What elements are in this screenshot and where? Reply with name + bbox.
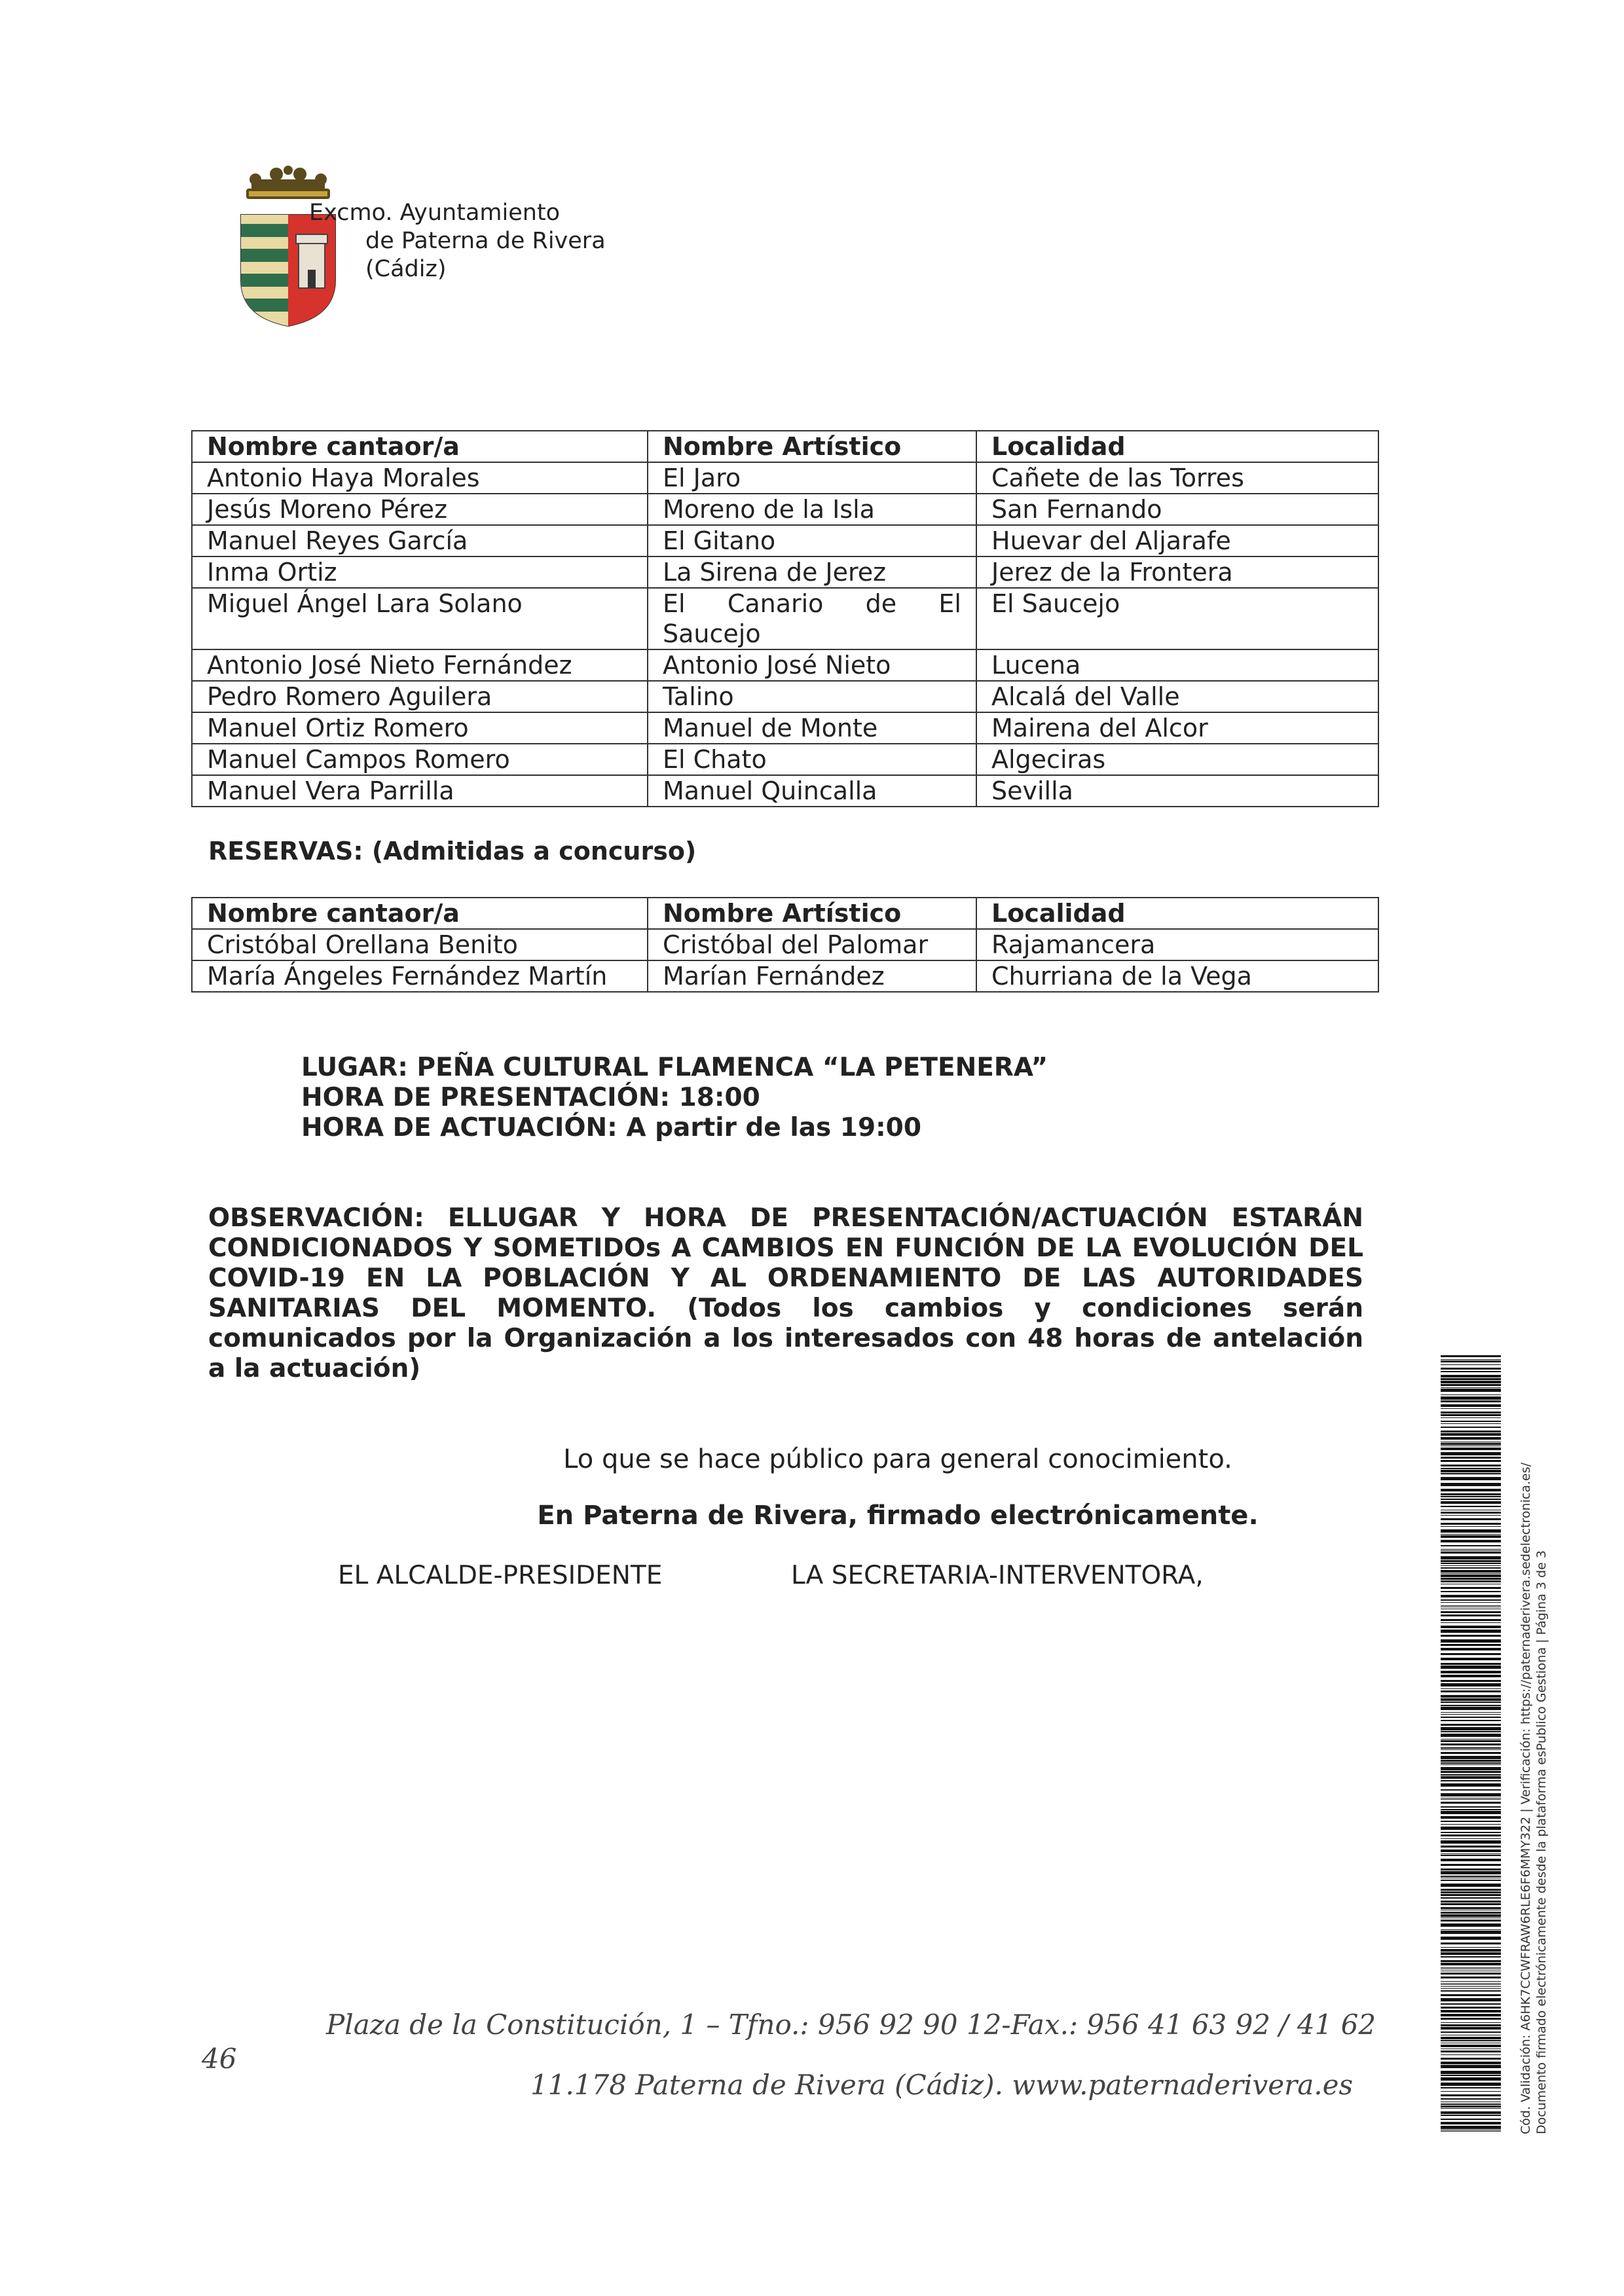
- header-cell: Nombre Artístico: [648, 898, 976, 929]
- table-cell: Manuel Reyes García: [192, 525, 648, 556]
- table-cell: Antonio José Nieto Fernández: [192, 649, 648, 681]
- header-cell: Nombre cantaor/a: [192, 431, 648, 462]
- header-cell: Nombre Artístico: [648, 431, 976, 462]
- table-row: [192, 712, 1378, 744]
- table-cell: Jerez de la Frontera: [976, 556, 1378, 588]
- table-cell: Talino: [648, 681, 976, 712]
- mayor-signatory: EL ALCALDE-PRESIDENTE: [338, 1561, 663, 1590]
- table-cell: Cañete de las Torres: [976, 462, 1378, 494]
- verification-text: [1518, 1358, 1564, 2134]
- table-cell: Manuel Vera Parrilla: [192, 775, 648, 807]
- observation-paragraph: OBSERVACIÓN: ELLUGAR Y HORA DE PRESENTACIÓN/ACTUACIÓN ESTARÁN CONDICIONADOS Y SOMETIDOs A CAMBIOS EN FUNCIÓN DE LA EVOLUCIÓN DEL COVID-19 EN LA POBLACIÓN Y AL ORDENAMIENTO DE LAS AUTORIDADES SANITARIAS DEL MOMENTO. (Todos los cambios y condiciones serán comunicados por la Organización a los interesados con 48 horas de antelación a la actuación): [208, 1203, 1363, 1383]
- table-row: [192, 960, 1378, 992]
- table-cell: Pedro Romero Aguilera: [192, 681, 648, 712]
- table-cell: Antonio Haya Morales: [192, 462, 648, 494]
- table-cell: Miguel Ángel Lara Solano: [192, 588, 648, 649]
- table-row: [192, 462, 1378, 494]
- footer-address-line-2: 11.178 Paterna de Rivera (Cádiz). www.paternaderivera.es: [530, 2069, 1354, 2101]
- table-cell: Churriana de la Vega: [976, 960, 1378, 992]
- table-cell: Jesús Moreno Pérez: [192, 494, 648, 525]
- org-line-3: (Cádiz): [365, 256, 447, 282]
- public-notice: [0, 1444, 1624, 1474]
- table-cell: Antonio José Nieto: [648, 649, 976, 681]
- table-header-row: [192, 898, 1378, 929]
- footer-address-line-1: Plaza de la Constitución, 1 – Tfno.: 956 92 90 12-Fax.: 956 41 63 92 / 41 62: [326, 2009, 1376, 2041]
- verification-line-2: Documento firmado electrónicamente desde la plataforma esPublico Gestiona | Página 3 de 3: [1534, 1550, 1549, 2134]
- table-row: [192, 525, 1378, 556]
- reserves-table: [191, 897, 1379, 993]
- table-cell: Sevilla: [976, 775, 1378, 807]
- header-cell: Localidad: [976, 431, 1378, 462]
- public-notice-text: Lo que se hace público para general conocimiento.: [563, 1444, 1232, 1474]
- table-cell: San Fernando: [976, 494, 1378, 525]
- participants-table: [191, 430, 1379, 807]
- table-cell: Cristóbal del Palomar: [648, 929, 976, 960]
- signed-statement: [0, 1501, 1624, 1531]
- table-cell: Lucena: [976, 649, 1378, 681]
- organization-name: [309, 199, 606, 283]
- table-row: [192, 494, 1378, 525]
- table-cell: El Jaro: [648, 462, 976, 494]
- verification-line-1: Cód. Validación: A6HK7CCWFRAW6RLE6F6MMY322 | Verificación: https://paternaderivera.sedelectronica.es/: [1519, 1463, 1533, 2134]
- table-row: [192, 929, 1378, 960]
- table-cell: Algeciras: [976, 744, 1378, 775]
- table-cell: Manuel Quincalla: [648, 775, 976, 807]
- org-line-1: Excmo. Ayuntamiento: [309, 200, 561, 226]
- venue-line: LUGAR: PEÑA CULTURAL FLAMENCA “LA PETENERA”: [301, 1053, 1048, 1082]
- performance-time-line: HORA DE ACTUACIÓN: A partir de las 19:00: [301, 1113, 921, 1142]
- table-row: [192, 681, 1378, 712]
- table-cell: El Canario de El Saucejo: [648, 588, 976, 649]
- header-cell: Localidad: [976, 898, 1378, 929]
- page-number: 46: [202, 2043, 237, 2075]
- header-cell: Nombre cantaor/a: [192, 898, 648, 929]
- table-cell: Manuel de Monte: [648, 712, 976, 744]
- table-header-row: [192, 431, 1378, 462]
- table-row: [192, 775, 1378, 807]
- signed-statement-text: En Paterna de Rivera, firmado electrónicamente.: [537, 1501, 1259, 1531]
- table-cell: El Saucejo: [976, 588, 1378, 649]
- table-cell: Mairena del Alcor: [976, 712, 1378, 744]
- barcode-image: [1441, 1355, 1501, 2132]
- table-cell: María Ángeles Fernández Martín: [192, 960, 648, 992]
- table-row: [192, 744, 1378, 775]
- table-row: [192, 588, 1378, 649]
- table-cell: El Chato: [648, 744, 976, 775]
- table-cell: La Sirena de Jerez: [648, 556, 976, 588]
- table-cell: Inma Ortiz: [192, 556, 648, 588]
- table-cell: El Gitano: [648, 525, 976, 556]
- table-cell: Rajamancera: [976, 929, 1378, 960]
- table-row: [192, 556, 1378, 588]
- presentation-time-line: HORA DE PRESENTACIÓN: 18:00: [301, 1083, 760, 1112]
- secretary-signatory: LA SECRETARIA-INTERVENTORA,: [791, 1561, 1204, 1590]
- table-cell: Cristóbal Orellana Benito: [192, 929, 648, 960]
- reservas-heading: RESERVAS: (Admitidas a concurso): [208, 837, 697, 866]
- table-row: [192, 649, 1378, 681]
- table-cell: Alcalá del Valle: [976, 681, 1378, 712]
- table-cell: Marían Fernández: [648, 960, 976, 992]
- coat-of-arms-logo: [236, 165, 341, 330]
- table-cell: Manuel Campos Romero: [192, 744, 648, 775]
- event-info: [301, 1053, 1048, 1143]
- table-cell: Huevar del Aljarafe: [976, 525, 1378, 556]
- table-cell: Manuel Ortiz Romero: [192, 712, 648, 744]
- table-cell: Moreno de la Isla: [648, 494, 976, 525]
- org-line-2: de Paterna de Rivera: [365, 228, 606, 254]
